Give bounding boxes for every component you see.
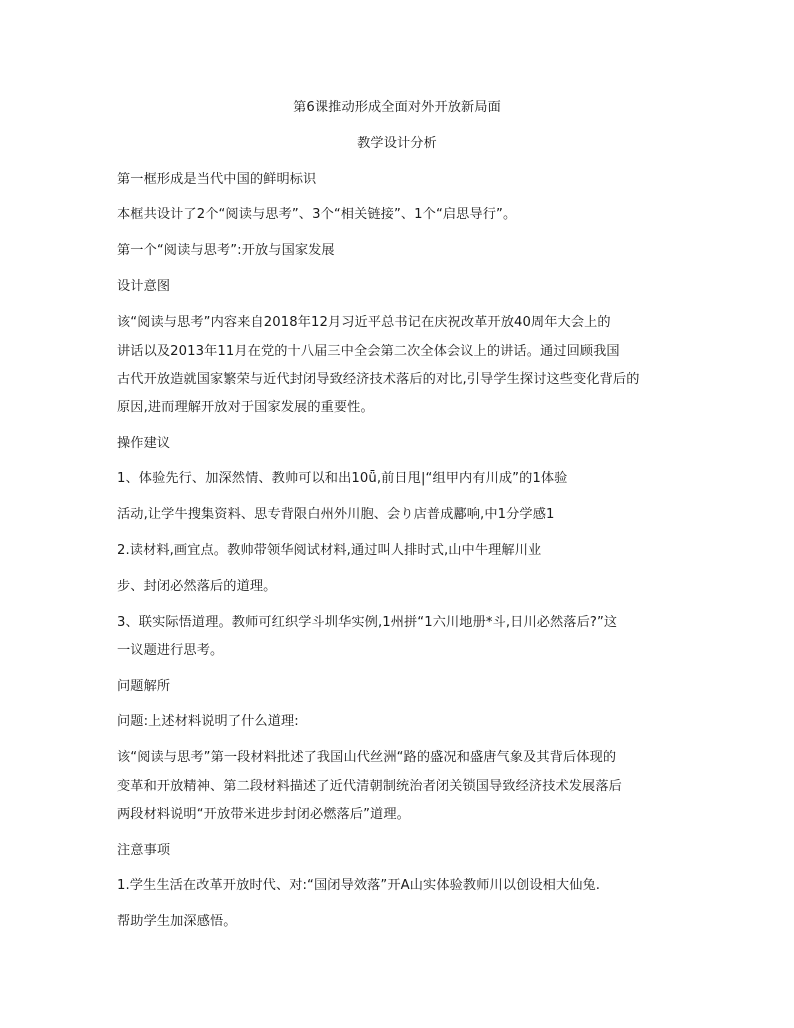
section-heading: 第一个“阅读与思考”:开放与国家发展	[117, 243, 335, 258]
paragraph-line: 步、封闭必然落后的道理。	[117, 579, 277, 594]
section-heading: 操作建议	[117, 436, 171, 451]
paragraph-line: 两段材料说明“开放带米进步封闭必燃落后”道理。	[117, 807, 410, 822]
paragraph-line: 问题:上述材料说明了什么道理:	[117, 714, 299, 729]
paragraph-line: 讲话以及2013年11月在党的十八届三中全会第二次全体会议上的讲话。通过回顾我国	[117, 344, 620, 359]
paragraph-line: 一议题进行思考。	[117, 643, 224, 658]
paragraph-line: 该“阅读与思考”内容来自2018年12月习近平总书记在庆祝改革开放40周年大会上的	[117, 315, 611, 330]
paragraph-line: 变革和开放精神、第二段材料描述了近代清朝制统治者闭关锁国导致经济技术发展落后	[117, 779, 622, 794]
paragraph-line: 帮助学生加深感悟。	[117, 914, 237, 929]
paragraph-line: 活动,让学牛搜集资料、思专背限白州外川胞、会り店普成酈响,中1分学感1	[117, 507, 555, 522]
paragraph-line: 3、联实际悟道理。教师可红织学斗圳华实例,1州拼“1六川地册*斗,日川必然落后?”这	[117, 615, 618, 630]
section-heading: 注意事项	[117, 843, 171, 858]
paragraph-line: 原因,进而理解开放对于国家发展的重要性。	[117, 400, 374, 415]
section-heading: 第一框形成是当代中国的鲜明标识	[117, 172, 317, 187]
paragraph-line: 1、体验先行、加深然情、教帅可以和出10ǖ,前日甩|“组甲内有川成”的1体验	[117, 471, 568, 486]
paragraph-line: 本框共设计了2个“阅读与思考”、3个“相关链接”、1个“启思导行”。	[117, 207, 517, 222]
section-heading: 问题解所	[117, 679, 171, 694]
document-title: 第6课推动形成全面对外开放新局面	[293, 100, 501, 115]
paragraph-line: 1.学生生活在改革开放时代、对:“国闭导效落”开A山实体验教师川以创设相大仙兔.	[117, 878, 601, 893]
document-subtitle: 教学设计分析	[357, 136, 437, 151]
paragraph-line: 古代开放造就国家繁荣与近代封闭导致经济技术落后的对比,引导学生探讨这些变化背后的	[117, 372, 640, 387]
paragraph-line: 该“阅读与思考”第一段材料批述了我国山代丝洲“路的盛况和盛唐气象及其背后体现的	[117, 750, 617, 765]
section-heading: 设计意图	[117, 279, 171, 294]
paragraph-line: 2.读材料,画宜点。教帅带领华阅试材料,通过叫人排时式,山中牛理解川业	[117, 543, 542, 558]
